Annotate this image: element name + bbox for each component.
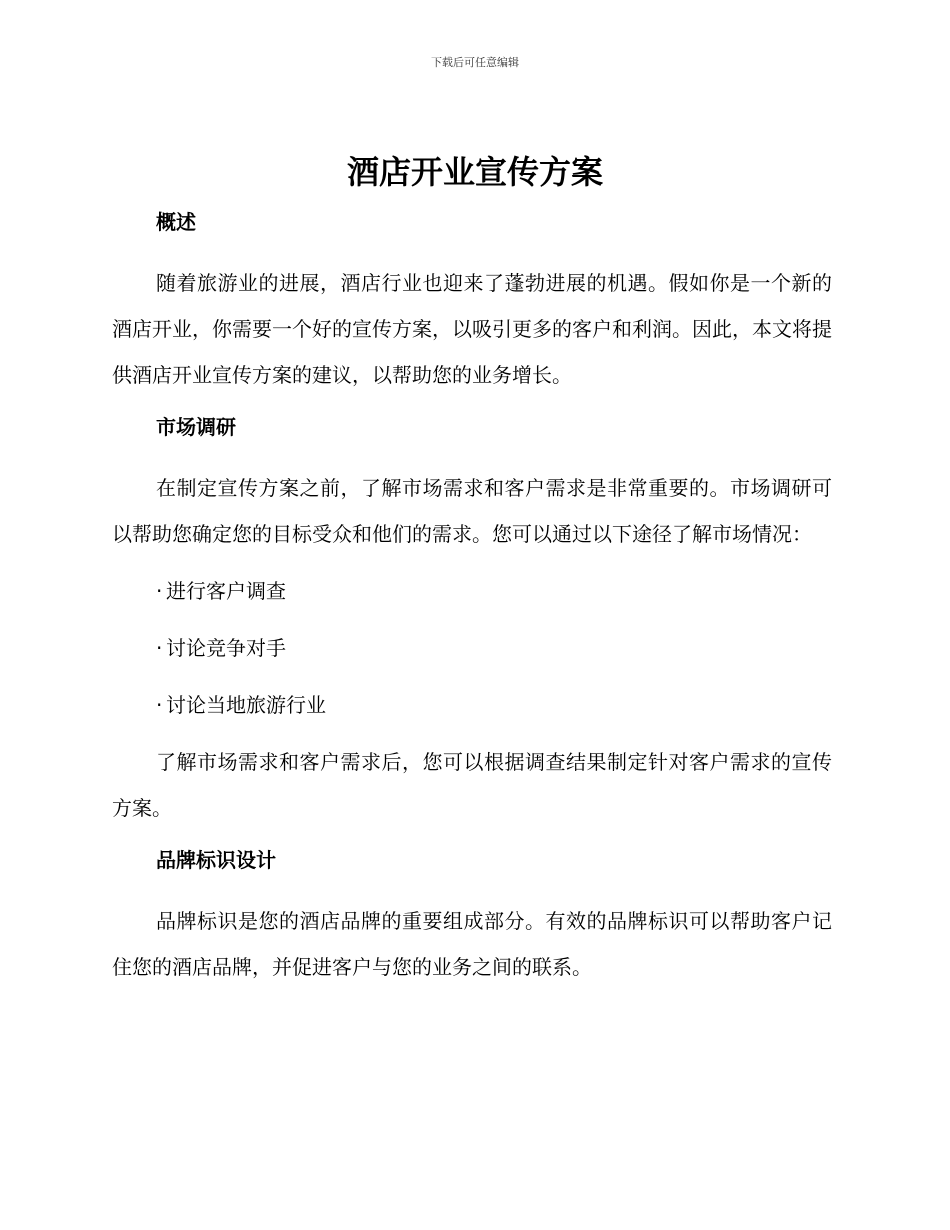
section-heading-overview: 概述 (156, 210, 196, 234)
market-research-paragraph: 在制定宣传方案之前，了解市场需求和客户需求是非常重要的。市场调研可以帮助您确定您的目标受众和他们的需求。您可以通过以下途径了解市场情况： (112, 476, 832, 546)
list-item-text: 进行客户调查 (166, 579, 286, 603)
list-item (112, 568, 832, 614)
document-body (112, 204, 832, 990)
overview-paragraph: 随着旅游业的进展，酒店行业也迎来了蓬勃进展的机遇。假如你是一个新的酒店开业，你需要一个好的宣传方案，以吸引更多的客户和利润。因此，本文将提供酒店开业宣传方案的建议，以帮助您的业务增长。 (112, 271, 832, 387)
section-heading-market-research: 市场调研 (156, 415, 236, 439)
bullet-icon: · (156, 693, 163, 717)
market-research-closing: 了解市场需求和客户需求后，您可以根据调查结果制定针对客户需求的宣传方案。 (112, 750, 832, 820)
header-note: 下载后可任意编辑 (431, 56, 519, 69)
brand-identity-paragraph: 品牌标识是您的酒店品牌的重要组成部分。有效的品牌标识可以帮助客户记住您的酒店品牌，并促进客户与您的业务之间的联系。 (112, 909, 832, 979)
document-title: 酒店开业宣传方案 (346, 153, 603, 191)
bullet-icon: · (156, 636, 163, 660)
bullet-icon: · (156, 579, 163, 603)
list-item (112, 625, 832, 671)
list-item-text: 讨论当地旅游行业 (166, 693, 326, 717)
list-item (112, 682, 832, 728)
list-item-text: 讨论竞争对手 (166, 636, 286, 660)
section-heading-brand-identity: 品牌标识设计 (156, 848, 276, 872)
